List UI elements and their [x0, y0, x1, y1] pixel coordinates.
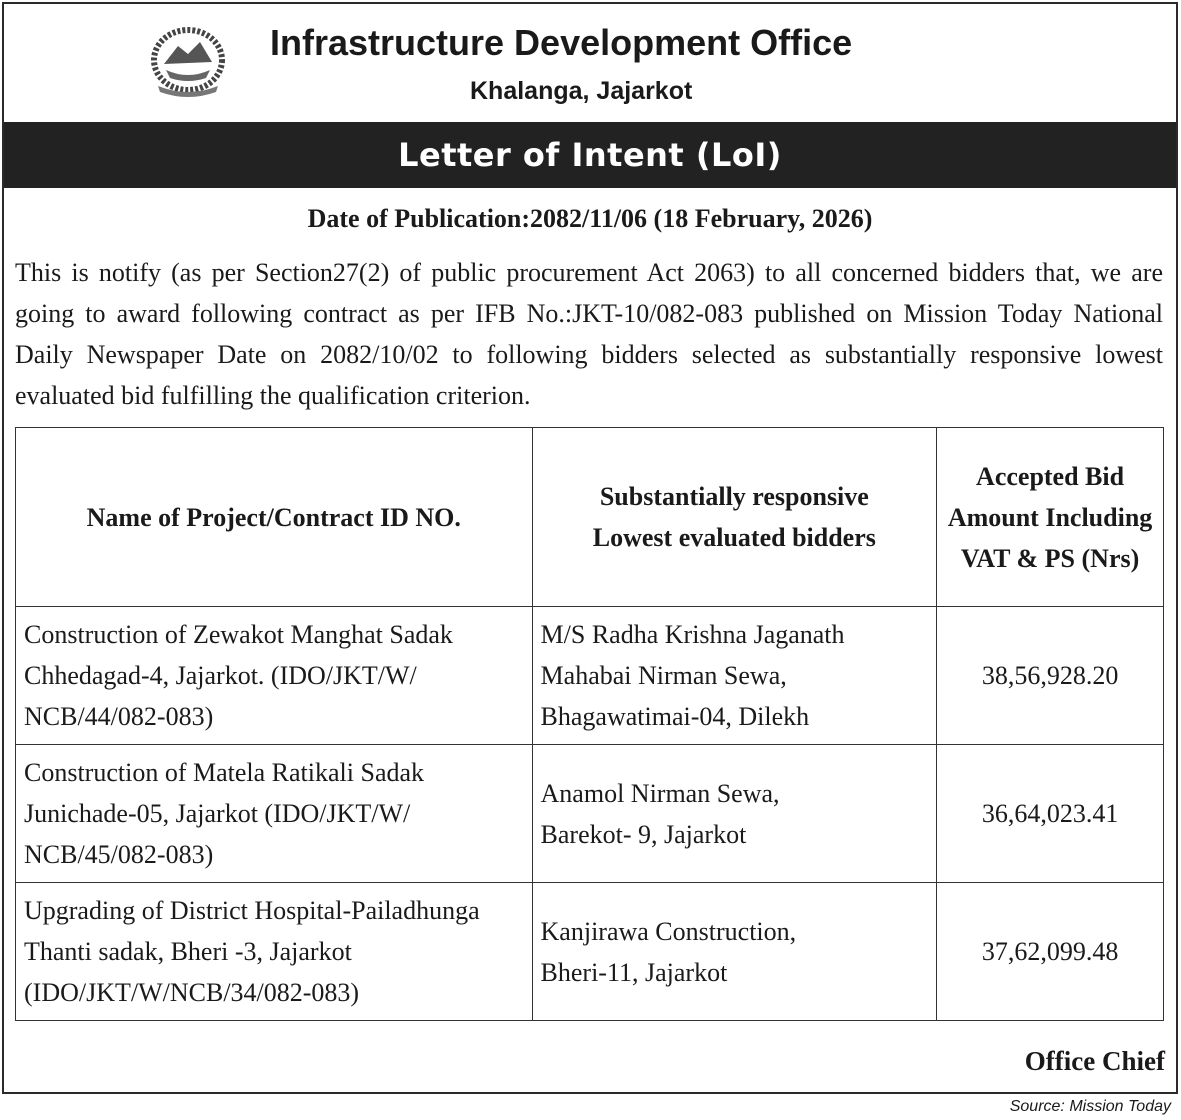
nepal-emblem-icon: [144, 24, 232, 100]
header-project: Name of Project/Contract ID NO.: [16, 428, 533, 607]
award-table: [15, 427, 1164, 1021]
notice-body: This is notify (as per Section27(2) of public procurement Act 2063) to all concerned bidders that, we are going to award following contract as per IFB No.:JKT-10/082-083 published on Mission Today National Daily Newspaper Date on 2082/10/02 to following bidders selected as substantially responsive lowest evaluated bid fulfilling the qualification criterion.: [15, 258, 1163, 410]
header-amount: Accepted Bid Amount Including VAT & PS (Nrs): [937, 428, 1164, 607]
signature: Office Chief: [1024, 1046, 1165, 1076]
project-cell: Construction of Matela Ratikali Sadak Junichade-05, Jajarkot (IDO/JKT/W/ NCB/45/082-083): [16, 745, 533, 883]
amount-cell: 37,62,099.48: [937, 883, 1164, 1021]
header: [4, 4, 1176, 122]
table-header-row: [16, 428, 1164, 607]
office-title: Infrastructure Development Office: [270, 22, 853, 63]
office-location: Khalanga, Jajarkot: [470, 77, 693, 105]
bidder-cell: Kanjirawa Construction, Bheri-11, Jajarkot: [532, 883, 937, 1021]
notice-banner: Letter of Intent (LoI): [4, 122, 1176, 188]
table-row: [16, 607, 1164, 745]
header-bidder: Substantially responsive Lowest evaluated bidders: [532, 428, 937, 607]
table-row: [16, 883, 1164, 1021]
project-cell: Upgrading of District Hospital-Pailadhunga Thanti sadak, Bheri -3, Jajarkot (IDO/JKT/W/NCB/34/082-083): [16, 883, 533, 1021]
amount-cell: 36,64,023.41: [937, 745, 1164, 883]
table-row: [16, 745, 1164, 883]
publication-date: Date of Publication:2082/11/06 (18 February, 2026): [307, 204, 873, 233]
bidder-cell: M/S Radha Krishna Jaganath Mahabai Nirman Sewa, Bhagawatimai-04, Dilekh: [532, 607, 937, 745]
source-credit: Source: Mission Today: [1009, 1098, 1171, 1115]
amount-cell: 38,56,928.20: [937, 607, 1164, 745]
project-cell: Construction of Zewakot Manghat Sadak Chhedagad-4, Jajarkot. (IDO/JKT/W/ NCB/44/082-083): [16, 607, 533, 745]
bidder-cell: Anamol Nirman Sewa, Barekot- 9, Jajarkot: [532, 745, 937, 883]
